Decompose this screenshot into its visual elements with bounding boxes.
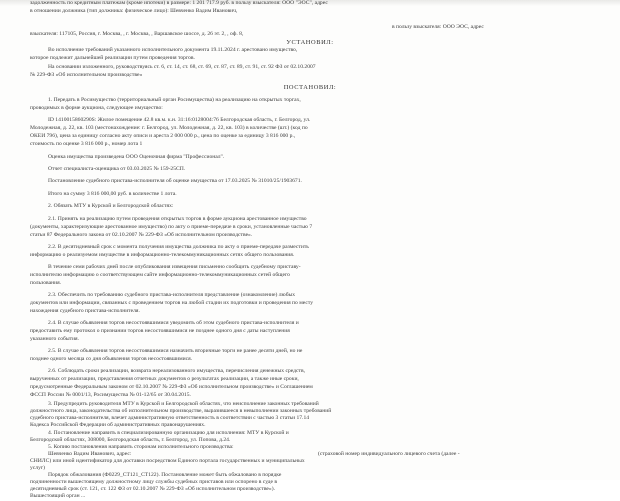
text-line: 2.2. В десятидневный срок с момента получения имущества должника по акту о приеме-передаче разместить: [48, 244, 309, 250]
text-line: Кодекса Российской Федерации об административных правонарушениях.: [30, 422, 206, 428]
text-line: 2.5. В случае объявления торгов несостоявшимися назначить вторичные торги не ранее десяти дней, но не: [48, 348, 303, 354]
text-line: Белгородской областях, 308000, Белгородская область, г. Белгород, ул. Попова, д.24.: [30, 437, 231, 443]
text-line: задолженность по кредитным платежам (кроме ипотеки) в размере: 1 201 717.9 руб. в пользу взыскателя: ООО "ЭОС", адрес: [30, 0, 328, 6]
text-line: вырученных от реализации, представления отчетных документов о результатах реализации, а также иные сроки,: [30, 376, 299, 382]
text-line: 2.3. Обеспечить по требованию судебного пристава-исполнителя представление (ознакомление) любых: [48, 292, 296, 298]
section-heading-ustanovil: УСТАНОВИЛ:: [286, 39, 334, 46]
text-line: СНИЛС) или иной идентификатор для доставки посредством Единого портала государственных и муниципальных: [30, 458, 305, 464]
text-line: Постановление судебного пристава-исполнителя об оценке имущества от 17.03.2025 № 31010/25/1903671.: [48, 178, 302, 184]
text-line: № 229-ФЗ «Об исполнительном производстве»: [30, 72, 143, 78]
text-line: предоставить ему протокол о признании торгов несостоявшимися не позднее одного дня с даты наступления: [30, 328, 290, 334]
text-line: взыскателя: 117105, Россия, г. Москва, , г. Москва, , Варшавское шоссе, д. 26 эт. 2, , оф. 8,: [30, 31, 244, 37]
text-line: услуг): [30, 465, 46, 471]
text-line: 1. Передать в Росимущество (территориальный орган Росимущества) на реализацию на открытых торгах,: [48, 97, 301, 103]
text-line: Отчет специалиста-оценщика от 03.03.2025 № 159-25СП.: [48, 166, 186, 172]
text-line: информацию о реализуемом имуществе в информационно-телекоммуникационных сетях общего пользования.: [30, 252, 295, 258]
text-line: 2. Обязать МТУ в Курской и Белгородской областях:: [48, 203, 174, 209]
text-line: позднее одного месяца со дня объявления торгов несостоявшимися.: [30, 356, 193, 362]
text-line: статьи 87 Федерального закона от 02.10.2007 № 229-ФЗ «Об исполнительном производстве».: [30, 232, 253, 238]
text-line: (страховой номер индивидуального лицевого счета (далее -: [318, 451, 460, 457]
text-line: подчиненности вышестоящему должностному лицу службы судебных приставов или оспорено в суде в: [30, 479, 278, 485]
section-heading-postanovil: ПОСТАНОВИЛ:: [283, 84, 337, 91]
text-line: 2.4. В случае объявления торгов несостоявшимися уведомить об этом судебного пристава-исполнителя и: [48, 320, 299, 326]
text-line: 2.1. Принять на реализацию путем проведения открытых торгов в форме аукциона арестованное имущество: [48, 216, 307, 222]
text-line: в отношении должника (тип должника: физическое лицо): Шевченко Вадим Иванович,: [30, 8, 238, 14]
text-line: документов или информации, связанных с проведением торгов на любой стадии их подготовки и проведения по месту: [30, 300, 314, 306]
text-line: Порядок обжалования (Ф0229_СТ121_СТ122). Постановление может быть обжаловано в порядке: [48, 472, 282, 478]
text-line: десятидневный срок (ст. 121, ст. 122 ФЗ от 02.10.2007 № 229-ФЗ «Об исполнительном производстве»).: [30, 486, 275, 492]
property-line: ID 1410015860290S: Жилое помещение 42.8 кв.м. к.н. 31:16:0128004:76 Белгородская область, г. Белгород, ул.: [48, 117, 311, 123]
text-line: предусмотренные Федеральным законом от 02.10.2007 № 229-ФЗ «Об исполнительном производстве» и Соглашением: [30, 384, 313, 390]
text-line: 3. Предупредить руководителя МТУ в Курской и Белгородской областях, что неисполнение законных требований: [48, 401, 319, 407]
text-line: В течение семи рабочих дней после опубликования извещения письменно сообщить судебному приставу-: [48, 264, 301, 270]
text-line: которое подлежит дальнейшей реализации путем проведения торгов.: [30, 55, 195, 61]
property-line: стоимость по оценке 3 816 000 р., номер лота 1: [30, 141, 143, 147]
text-line: пользования.: [30, 280, 62, 286]
text-line: исполнителю информацию о соответствующем сайте информационно-телекоммуникационных сетей общего: [30, 272, 290, 278]
property-line: ОКЕИ 796), цена за единицу согласно акту описи и ареста 2 000 000 р., цена по оценке за единицу 3 816 000 р.,: [30, 133, 296, 139]
text-line: должностного лица, законодательства об исполнительном производстве, выразившееся в невыполнении законных требований: [30, 408, 332, 414]
text-line: проводимых в форме аукциона, следующее имущество:: [30, 105, 163, 111]
text-line: 4. Постановление направить в специализированную организацию для исполнения: МТУ в Курской и: [48, 430, 289, 436]
text-line: нахождения судебного пристава-исполнителя.: [30, 308, 140, 314]
text-line: Оценка имущества произведена ООО Оценочная фирма "Профессионал".: [48, 154, 225, 160]
property-line: Молодежная, д. 22, кв. 103 (местонахождение: г. Белгород, ул. Молодежная, д. 22, кв. 103) в количестве (шт.) (код по: [30, 125, 308, 131]
text-line: судебного пристава-исполнителя, влечет административную ответственность в соответствии с частью 3 статьи 17.14: [30, 415, 310, 421]
text-line: (документы, характеризующие арестованное имущество) по акту о приеме-передаче в сроки, установленные частью 7: [30, 224, 313, 230]
text-line: 5. Копию постановления направить сторонам исполнительного производства:: [48, 444, 234, 450]
text-line: Шевченко Вадим Иванович, адрес:: [48, 451, 132, 457]
text-line: На основании изложенного, руководствуясь ст. 6, ст. 14, ст. 68, ст. 69, ст. 87, ст. 89, ст. 91, ст. 92 ФЗ от 02.10.2007: [48, 64, 316, 70]
text-line: 2.6. Соблюдать сроки реализации, возврата нереализованного имущества, перечисления денежных средств,: [48, 368, 305, 374]
text-line: Во исполнение требований указанного исполнительного документа 19.11.2024 г. арестовано имущество,: [48, 47, 298, 53]
text-line: Итого на сумму 3 816 000,00 руб. в количестве 1 лота.: [48, 191, 177, 197]
text-line: в пользу взыскателя: ООО ЭОС, адрес: [392, 24, 484, 30]
text-line: Вышестоящий орган ...: [30, 493, 86, 499]
text-line: указанного события.: [30, 336, 80, 342]
text-line: ФССП России № 0001/13, Росимущества № 01-12/65 от 30.04.2015.: [30, 392, 191, 398]
